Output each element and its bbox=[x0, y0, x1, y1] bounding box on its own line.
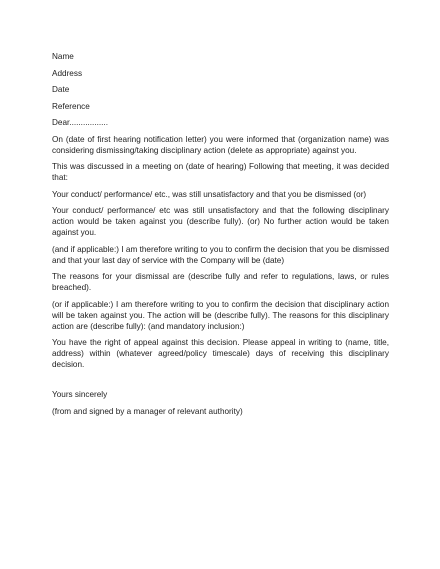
letter-date: Date bbox=[52, 85, 70, 94]
paragraph-dismissal-option: Your conduct/ performance/ etc., was still unsatisfactory and that you be dismissed (or) bbox=[52, 189, 367, 199]
paragraph-confirm-dismissal: (and if applicable:) I am therefore writing to you to confirm the decision that you be dismissed and that your last day of service with the Company will be (date) bbox=[52, 244, 389, 265]
salutation: Dear................. bbox=[52, 118, 108, 127]
paragraph-disciplinary-option: Your conduct/ performance/ etc was still unsatisfactory and that the following disciplinary action would be taken against you (describe fully). (or) No further action would be taken against you. bbox=[52, 206, 389, 237]
letter-reference: Reference bbox=[52, 101, 90, 111]
signature-note: (from and signed by a manager of relevant authority) bbox=[52, 406, 243, 416]
letter-body bbox=[52, 51, 389, 422]
closing: Yours sincerely bbox=[52, 390, 108, 399]
paragraph-dismissal-reasons: The reasons for your dismissal are (describe fully and refer to regulations, laws, or rules breached). bbox=[52, 272, 389, 292]
paragraph-meeting: This was discussed in a meeting on (date of hearing) Following that meeting, it was decided that: bbox=[52, 162, 389, 182]
paragraph-notification: On (date of first hearing notification letter) you were informed that (organization name) was considering dismissing/taking disciplinary action (delete as appropriate) against you. bbox=[52, 134, 389, 155]
paragraph-confirm-action: (or if applicable:) I am therefore writing to you to confirm the decision that disciplinary action will be taken against you. The action will be (describe fully). The reasons for this disciplinary action are (describe fully): (and mandatory inclusion:) bbox=[52, 299, 389, 331]
paragraph-appeal: You have the right of appeal against this decision. Please appeal in writing to (name, title, address) within (whatever agreed/policy timescale) days of receiving this disciplinary decision. bbox=[52, 338, 389, 369]
recipient-name: Name bbox=[52, 52, 74, 61]
recipient-address: Address bbox=[52, 68, 83, 78]
